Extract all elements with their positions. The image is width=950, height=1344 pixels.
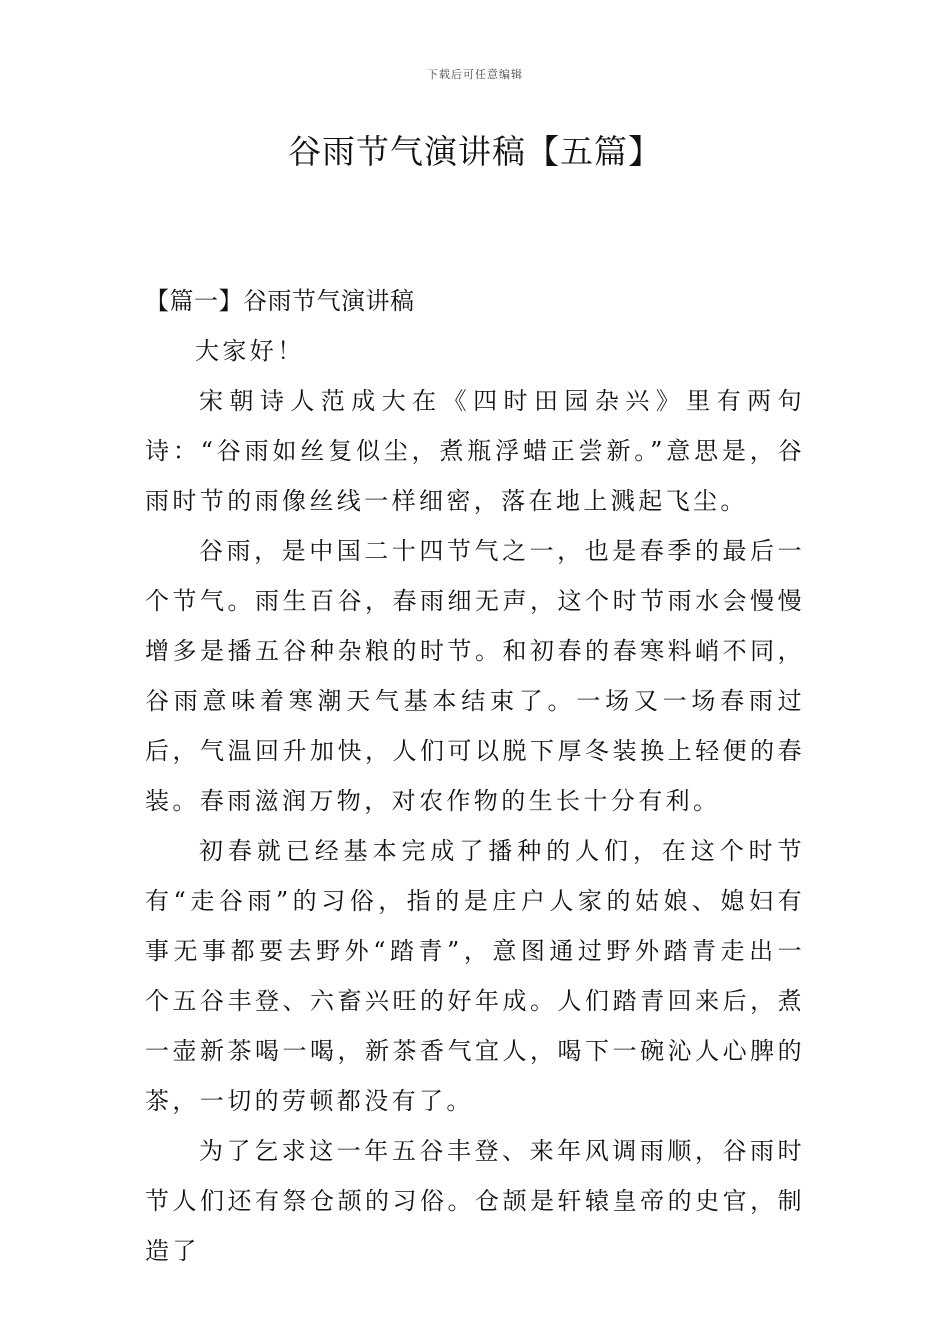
document-title: 谷雨节气演讲稿【五篇】	[288, 132, 662, 171]
paragraph-4: 为了乞求这一年五谷丰登、来年风调雨顺，谷雨时节人们还有祭仓颉的习俗。仓颉是轩辕皇帝的史官，制造了	[145, 1137, 805, 1265]
greeting-line: 大家好！	[195, 337, 305, 365]
paragraph-3: 初春就已经基本完成了播种的人们，在这个时节有“走谷雨”的习俗，指的是庄户人家的姑娘、媳妇有事无事都要去野外“踏青”，意图通过野外踏青走出一个五谷丰登、六畜兴旺的好年成。人们踏青回来后，煮一壶新茶喝一喝，新茶香气宜人，喝下一碗沁人心脾的茶，一切的劳顿都没有了。	[145, 837, 805, 1115]
section-heading: 【篇一】谷雨节气演讲稿	[145, 287, 415, 315]
paragraph-1: 宋朝诗人范成大在《四时田园杂兴》里有两句诗：“谷雨如丝复似尘，煮瓶浮蜡正尝新。”意思是，谷雨时节的雨像丝线一样细密，落在地上溅起飞尘。	[145, 387, 805, 515]
document-body	[145, 276, 805, 1276]
paragraph-2: 谷雨，是中国二十四节气之一，也是春季的最后一个节气。雨生百谷，春雨细无声，这个时节雨水会慢慢增多是播五谷种杂粮的时节。和初春的春寒料峭不同，谷雨意味着寒潮天气基本结束了。一场又一场春雨过后，气温回升加快，人们可以脱下厚冬装换上轻便的春装。春雨滋润万物，对农作物的生长十分有利。	[145, 537, 805, 815]
header-note: 下载后可任意编辑	[427, 68, 523, 81]
